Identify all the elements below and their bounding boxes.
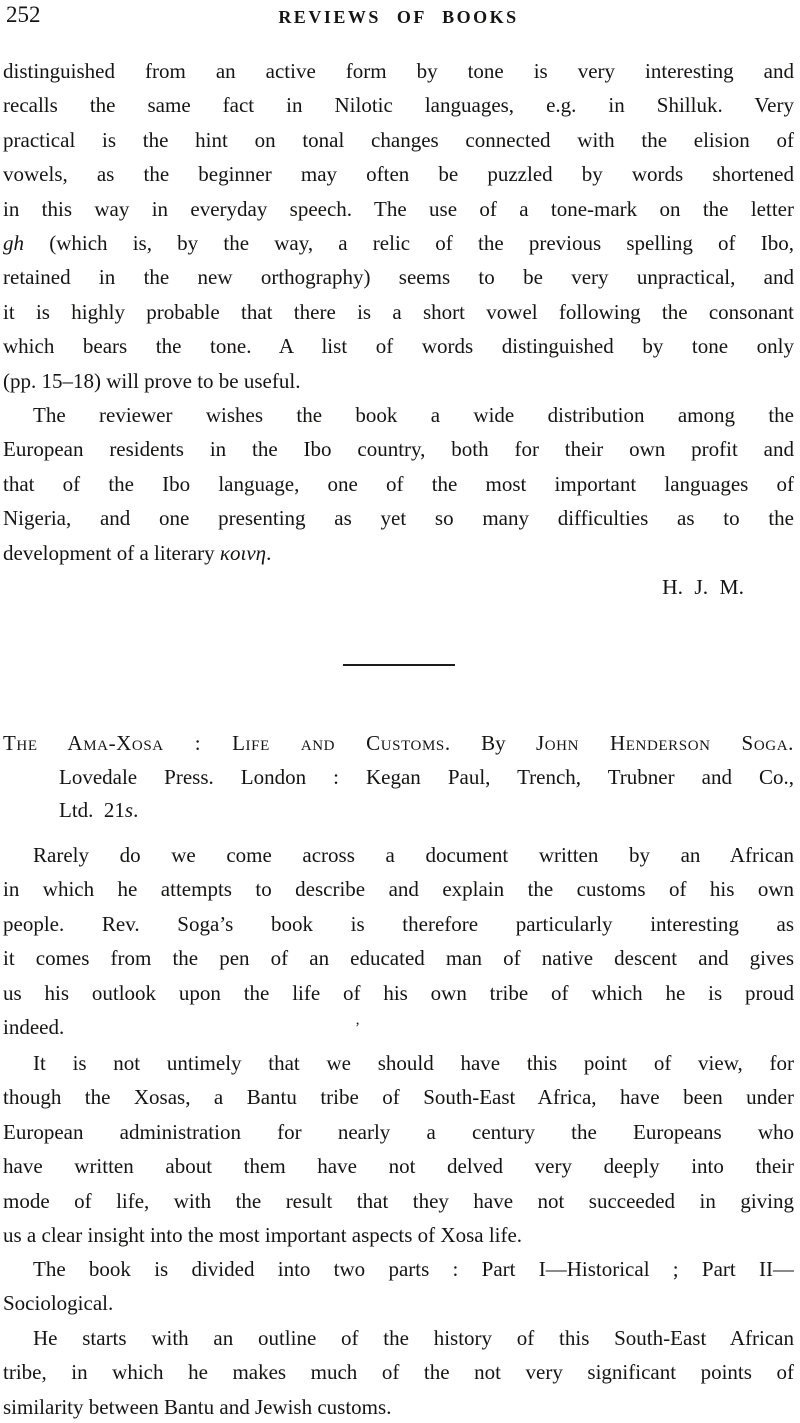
- page-number: 252: [6, 2, 41, 27]
- print-artifact: ’: [355, 1019, 360, 1036]
- reviewer-initials: H. J. M.: [662, 575, 744, 599]
- text-segment: .: [133, 798, 139, 822]
- paragraph: [3, 1252, 794, 1321]
- text-line: in this way in everyday speech. The use of a tone-mark on the letter: [3, 196, 794, 221]
- heading-line: [3, 727, 794, 761]
- text-line: practical is the hint on tonal changes connected with the elision of: [3, 127, 794, 152]
- book-review-heading: [3, 727, 794, 828]
- running-header: REVIEWS OF BOOKS: [278, 7, 519, 27]
- text-line: [3, 226, 794, 260]
- text-line: [3, 536, 794, 570]
- text-line: it comes from the pen of an educated man of native descent and gives: [3, 946, 794, 971]
- text-line: which bears the tone. A list of words distinguished by tone only: [3, 334, 794, 359]
- text-line: distinguished from an active form by tone is very interesting and: [3, 59, 794, 83]
- text-line: Nigeria, and one presenting as yet so many difficulties as to the: [3, 506, 794, 531]
- text-line: [3, 1010, 794, 1044]
- by-label: By: [450, 731, 536, 755]
- text-line: people. Rev. Soga’s book is therefore particularly interesting as: [3, 911, 794, 936]
- text-line: though the Xosas, a Bantu tribe of South-East Africa, have been under: [3, 1085, 794, 1110]
- text-line: European administration for nearly a century the Europeans who: [3, 1119, 794, 1144]
- text-line: that of the Ibo language, one of the most important languages of: [3, 471, 794, 496]
- text-segment: indeed.: [3, 1014, 65, 1039]
- heading-line: [3, 794, 794, 828]
- page-header: [3, 2, 794, 34]
- text-line: Rarely do we come across a document written by an African: [33, 843, 794, 867]
- section-divider: [3, 664, 794, 666]
- text-line: (pp. 15–18) will prove to be useful.: [3, 368, 301, 393]
- italic-gh: gh: [3, 230, 24, 255]
- heading-line: Lovedale Press. London : Kegan Paul, Trench, Trubner and Co.,: [59, 764, 794, 789]
- text-line: The book is divided into two parts : Part I—Historical ; Part II—: [33, 1257, 794, 1281]
- text-line: It is not untimely that we should have this point of view, for: [33, 1051, 794, 1075]
- text-line: similarity between Bantu and Jewish customs.: [3, 1394, 392, 1419]
- book-title: The Ama-Xosa : Life and Customs.: [3, 731, 451, 755]
- text-line: mode of life, with the result that they have not succeeded in giving: [3, 1188, 794, 1213]
- text-line: retained in the new orthography) seems to be very unpractical, and: [3, 265, 794, 290]
- paragraph: [3, 398, 794, 570]
- text-line: He starts with an outline of the history of this South-East African: [33, 1326, 794, 1350]
- text-line: European residents in the Ibo country, both for their own profit and: [3, 437, 794, 462]
- greek-koine: κοινη: [219, 540, 267, 565]
- text-line: us a clear insight into the most important aspects of Xosa life.: [3, 1222, 523, 1247]
- text-line: vowels, as the beginner may often be puzzled by words shortened: [3, 162, 794, 187]
- paragraph: [3, 1321, 794, 1423]
- text-line: The reviewer wishes the book a wide distribution among the: [33, 403, 794, 427]
- paragraph: [3, 54, 794, 398]
- text-line: Sociological.: [3, 1291, 114, 1316]
- italic-shilling: s: [124, 798, 134, 822]
- text-line: us his outlook upon the life of his own tribe of which he is proud: [3, 980, 794, 1005]
- paragraph: [3, 1046, 794, 1252]
- book-author: John Henderson Soga.: [535, 731, 794, 755]
- text-line: have written about them have not delved very deeply into their: [3, 1154, 794, 1179]
- text-line: tribe, in which he makes much of the not very significant points of: [3, 1360, 794, 1385]
- divider-rule: [343, 664, 455, 666]
- text-line: it is highly probable that there is a short vowel following the consonant: [3, 299, 794, 324]
- text-line: in which he attempts to describe and explain the customs of his own: [3, 877, 794, 902]
- text-segment: Ltd. 21: [59, 798, 125, 822]
- text-segment: (which is, by the way, a relic of the previous spelling of Ibo,: [24, 230, 794, 255]
- text-line: recalls the same fact in Nilotic languages, e.g. in Shilluk. Very: [3, 93, 794, 118]
- paragraph: [3, 838, 794, 1044]
- text-segment: development of a literary: [3, 540, 220, 565]
- text-segment: .: [266, 540, 272, 565]
